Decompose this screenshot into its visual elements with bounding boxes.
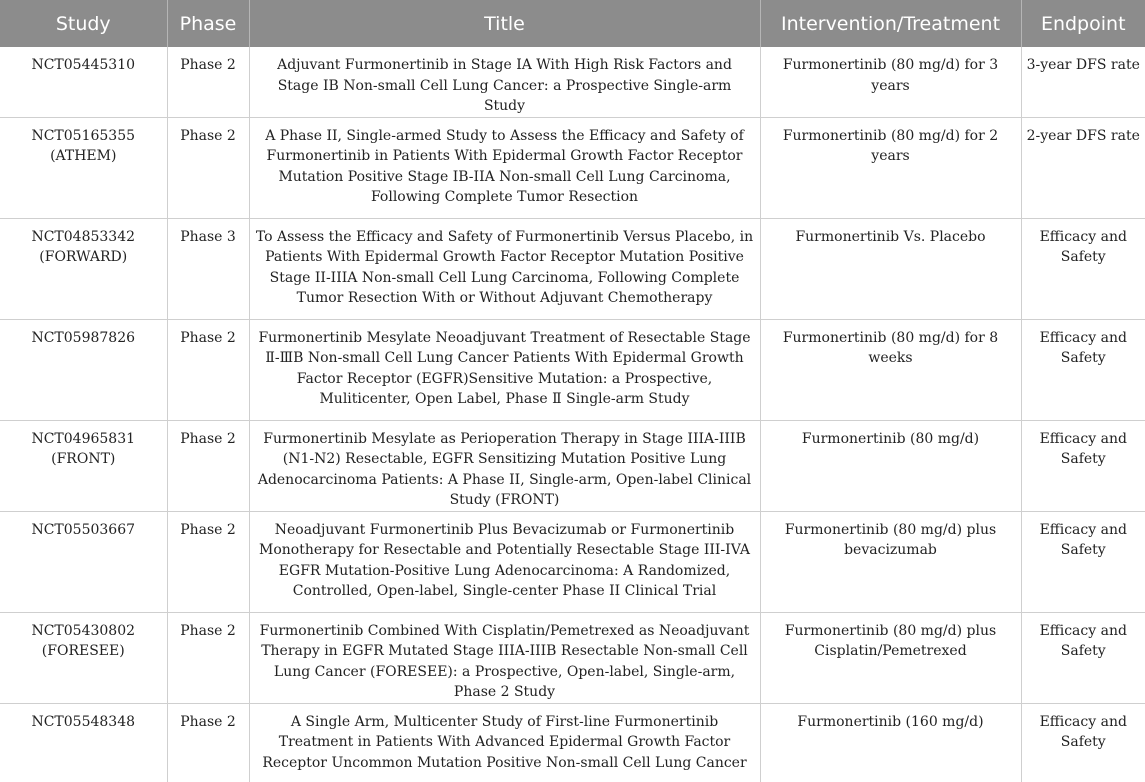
phase-cell: Phase 3 xyxy=(167,218,249,319)
endpoint-cell: Efficacy and Safety xyxy=(1021,319,1145,420)
study-cell xyxy=(0,511,167,612)
table-row xyxy=(0,319,1145,420)
table-row xyxy=(0,420,1145,511)
study-id: NCT05503667 xyxy=(31,521,136,538)
phase-cell: Phase 2 xyxy=(167,47,249,117)
title-cell: Furmonertinib Mesylate Neoadjuvant Treatment of Resectable Stage Ⅱ-ⅢB Non-small Cell Lung Cancer Patients With Epidermal Growth Factor Receptor (EGFR)Sensitive Mutation: a Prospective, Muliticenter, Open Label, Phase Ⅱ Single-arm Study xyxy=(249,319,760,420)
study-cell xyxy=(0,612,167,703)
column-header-study: Study xyxy=(0,0,167,47)
study-cell xyxy=(0,218,167,319)
study-alias: (ATHEM) xyxy=(50,148,117,164)
treatment-cell: Furmonertinib (80 mg/d) plus bevacizumab xyxy=(760,511,1021,612)
endpoint-cell: 3-year DFS rate xyxy=(1021,47,1145,117)
column-header-title: Title xyxy=(249,0,760,47)
title-cell: Adjuvant Furmonertinib in Stage IA With High Risk Factors and Stage IB Non-small Cell Lung Cancer: a Prospective Single-arm Study xyxy=(249,47,760,117)
endpoint-cell: Efficacy and Safety xyxy=(1021,612,1145,703)
title-cell: Neoadjuvant Furmonertinib Plus Bevacizumab or Furmonertinib Monotherapy for Resectable and Potentially Resectable Stage III-IVA EGFR Mutation-Positive Lung Adenocarcinoma: A Randomized, Controlled, Open-label, Single-center Phase II Clinical Trial xyxy=(249,511,760,612)
study-id: NCT04853342 xyxy=(31,228,136,245)
phase-cell: Phase 2 xyxy=(167,612,249,703)
table-row xyxy=(0,117,1145,218)
treatment-cell: Furmonertinib (80 mg/d) for 3 years xyxy=(760,47,1021,117)
title-cell: A Phase II, Single-armed Study to Assess the Efficacy and Safety of Furmonertinib in Patients With Epidermal Growth Factor Receptor Mutation Positive Stage IB-IIA Non-small Cell Lung Carcinoma, Following Complete Tumor Resection xyxy=(249,117,760,218)
study-id: NCT05548348 xyxy=(31,713,136,730)
title-cell: Furmonertinib Combined With Cisplatin/Pemetrexed as Neoadjuvant Therapy in EGFR Mutated Stage IIIA-IIIB Resectable Non-small Cell Lung Cancer (FORESEE): a Prospective, Open-label, Single-arm, Phase 2 Study xyxy=(249,612,760,703)
treatment-cell: Furmonertinib (160 mg/d) xyxy=(760,703,1021,782)
study-id: NCT05987826 xyxy=(31,329,136,346)
endpoint-cell: Efficacy and Safety xyxy=(1021,420,1145,511)
table-header xyxy=(0,0,1145,47)
header-row xyxy=(0,0,1145,47)
table-row xyxy=(0,612,1145,703)
phase-cell: Phase 2 xyxy=(167,117,249,218)
title-cell: Furmonertinib Mesylate as Perioperation Therapy in Stage IIIA-IIIB (N1-N2) Resectable, EGFR Sensitizing Mutation Positive Lung Adenocarcinoma Patients: A Phase II, Single-arm, Open-label Clinical Study (FRONT) xyxy=(249,420,760,511)
study-alias: (FORWARD) xyxy=(39,249,128,265)
column-header-phase: Phase xyxy=(167,0,249,47)
phase-cell: Phase 2 xyxy=(167,511,249,612)
treatment-cell: Furmonertinib (80 mg/d) xyxy=(760,420,1021,511)
title-cell: A Single Arm, Multicenter Study of First-line Furmonertinib Treatment in Patients With Advanced Epidermal Growth Factor Receptor Uncommon Mutation Positive Non-small Cell Lung Cancer xyxy=(249,703,760,782)
study-alias: (FRONT) xyxy=(51,451,116,467)
column-header-treatment: Intervention/Treatment xyxy=(760,0,1021,47)
endpoint-cell: 2-year DFS rate xyxy=(1021,117,1145,218)
study-id: NCT05430802 xyxy=(31,622,136,639)
table-row xyxy=(0,47,1145,117)
endpoint-cell: Efficacy and Safety xyxy=(1021,511,1145,612)
table-row xyxy=(0,218,1145,319)
title-cell: To Assess the Efficacy and Safety of Furmonertinib Versus Placebo, in Patients With Epidermal Growth Factor Receptor Mutation Positive Stage II-IIIA Non-small Cell Lung Carcinoma, Following Complete Tumor Resection With or Without Adjuvant Chemotherapy xyxy=(249,218,760,319)
phase-cell: Phase 2 xyxy=(167,420,249,511)
endpoint-cell: Efficacy and Safety xyxy=(1021,218,1145,319)
study-cell xyxy=(0,319,167,420)
table-row xyxy=(0,511,1145,612)
study-alias: (FORESEE) xyxy=(41,643,125,659)
study-id: NCT05165355 xyxy=(31,127,136,144)
table-row xyxy=(0,703,1145,782)
table-body xyxy=(0,47,1145,782)
endpoint-cell: Efficacy and Safety xyxy=(1021,703,1145,782)
study-cell xyxy=(0,117,167,218)
phase-cell: Phase 2 xyxy=(167,319,249,420)
treatment-cell: Furmonertinib (80 mg/d) plus Cisplatin/Pemetrexed xyxy=(760,612,1021,703)
study-cell xyxy=(0,47,167,117)
study-id: NCT05445310 xyxy=(31,57,136,73)
study-cell xyxy=(0,703,167,782)
column-header-endpoint: Endpoint xyxy=(1021,0,1145,47)
treatment-cell: Furmonertinib Vs. Placebo xyxy=(760,218,1021,319)
treatment-cell: Furmonertinib (80 mg/d) for 2 years xyxy=(760,117,1021,218)
study-id: NCT04965831 xyxy=(31,430,136,447)
study-cell xyxy=(0,420,167,511)
phase-cell: Phase 2 xyxy=(167,703,249,782)
treatment-cell: Furmonertinib (80 mg/d) for 8 weeks xyxy=(760,319,1021,420)
